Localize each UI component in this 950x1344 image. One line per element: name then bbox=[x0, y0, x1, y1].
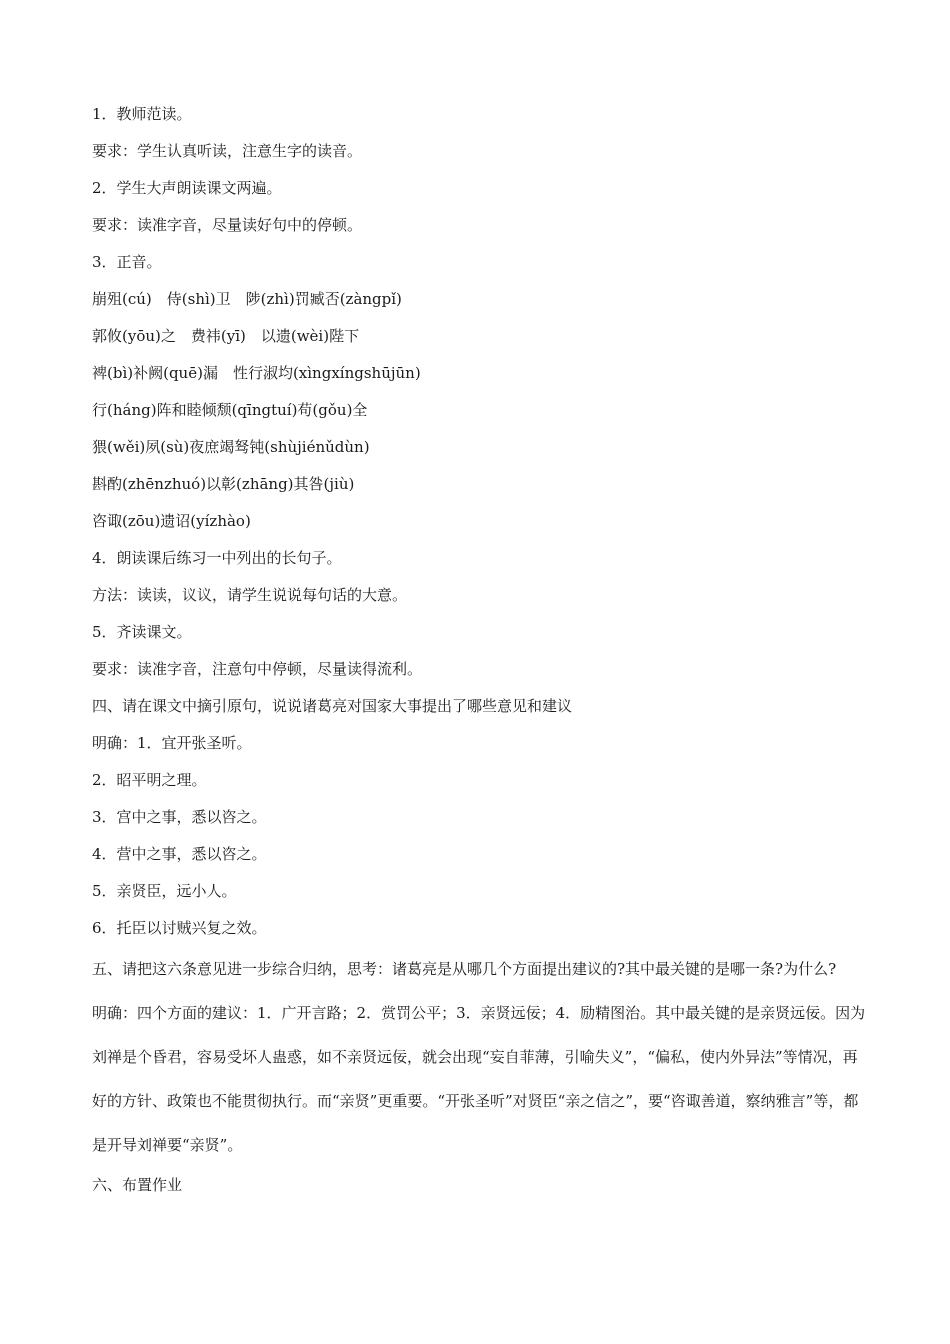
pronunciation-line-4: 行(háng)阵和睦倾颓(qīngtuí)苟(gǒu)全 bbox=[92, 401, 368, 419]
step-3-text: 3．正音。 bbox=[92, 253, 162, 271]
step-4-text: 4．朗读课后练习一中列出的长句子。 bbox=[92, 549, 342, 567]
requirement-5-text: 要求：读准字音，注意句中停顿，尽量读得流利。 bbox=[92, 660, 423, 678]
method-text: 方法：读读，议议，请学生说说每句话的大意。 bbox=[92, 586, 408, 604]
answer-item-3: 3．宫中之事，悉以咨之。 bbox=[92, 808, 267, 826]
section-5-question: 五、请把这六条意见进一步综合归纳，思考：诸葛亮是从哪几个方面提出建议的?其中最关键的是哪一条?为什么? bbox=[92, 960, 837, 978]
pronunciation-line-6: 斟酌(zhēnzhuó)以彰(zhāng)其咎(jiù) bbox=[92, 475, 355, 493]
pronunciation-line-7: 咨诹(zōu)遗诏(yízhào) bbox=[92, 512, 251, 530]
section-6-heading: 六、布置作业 bbox=[92, 1176, 183, 1194]
answer-item-5: 5．亲贤臣，远小人。 bbox=[92, 882, 237, 900]
pronunciation-line-2: 郭攸(yōu)之 费祎(yī) 以遗(wèi)陛下 bbox=[92, 327, 360, 345]
pronunciation-line-5: 猥(wěi)夙(sù)夜庶竭驽钝(shùjiénǔdùn) bbox=[92, 438, 370, 456]
step-5-text: 5．齐读课文。 bbox=[92, 623, 192, 641]
requirement-1-text: 要求：学生认真听读，注意生字的读音。 bbox=[92, 142, 363, 160]
section-4-heading: 四、请在课文中摘引原句，说说诸葛亮对国家大事提出了哪些意见和建议 bbox=[92, 697, 573, 715]
step-2-text: 2．学生大声朗读课文两遍。 bbox=[92, 179, 282, 197]
answer-item-4: 4．营中之事，悉以咨之。 bbox=[92, 845, 267, 863]
answer-item-6: 6．托臣以讨贼兴复之效。 bbox=[92, 919, 267, 937]
step-1-text: 1．教师范读。 bbox=[92, 105, 192, 123]
pronunciation-line-3: 裨(bì)补阙(quē)漏 性行淑均(xìngxíngshūjūn) bbox=[92, 364, 421, 382]
requirement-2-text: 要求：读准字音，尽量读好句中的停顿。 bbox=[92, 216, 363, 234]
section-5-answer: 明确：四个方面的建议：1．广开言路；2．赏罚公平；3．亲贤远佞；4．励精图治。其中最关键的是亲贤远佞。因为刘禅是个昏君，容易受坏人蛊惑，如不亲贤远佞，就会出现“妄自菲薄，引喻失义”，“偏私，使内外异法”等情况，再好的方针、政策也不能贯彻执行。而“亲贤”更重要。“开张圣听”对贤臣“亲之信之”，要“咨诹善道，察纳雅言”等，都是开导刘禅要“亲贤”。 bbox=[92, 1004, 866, 1154]
pronunciation-line-1: 崩殂(cú) 侍(shì)卫 陟(zhì)罚臧否(zàngpǐ) bbox=[92, 290, 402, 308]
document-body bbox=[92, 96, 872, 1204]
answer-item-2: 2．昭平明之理。 bbox=[92, 771, 207, 789]
answer-item-1: 明确：1．宜开张圣听。 bbox=[92, 734, 252, 752]
